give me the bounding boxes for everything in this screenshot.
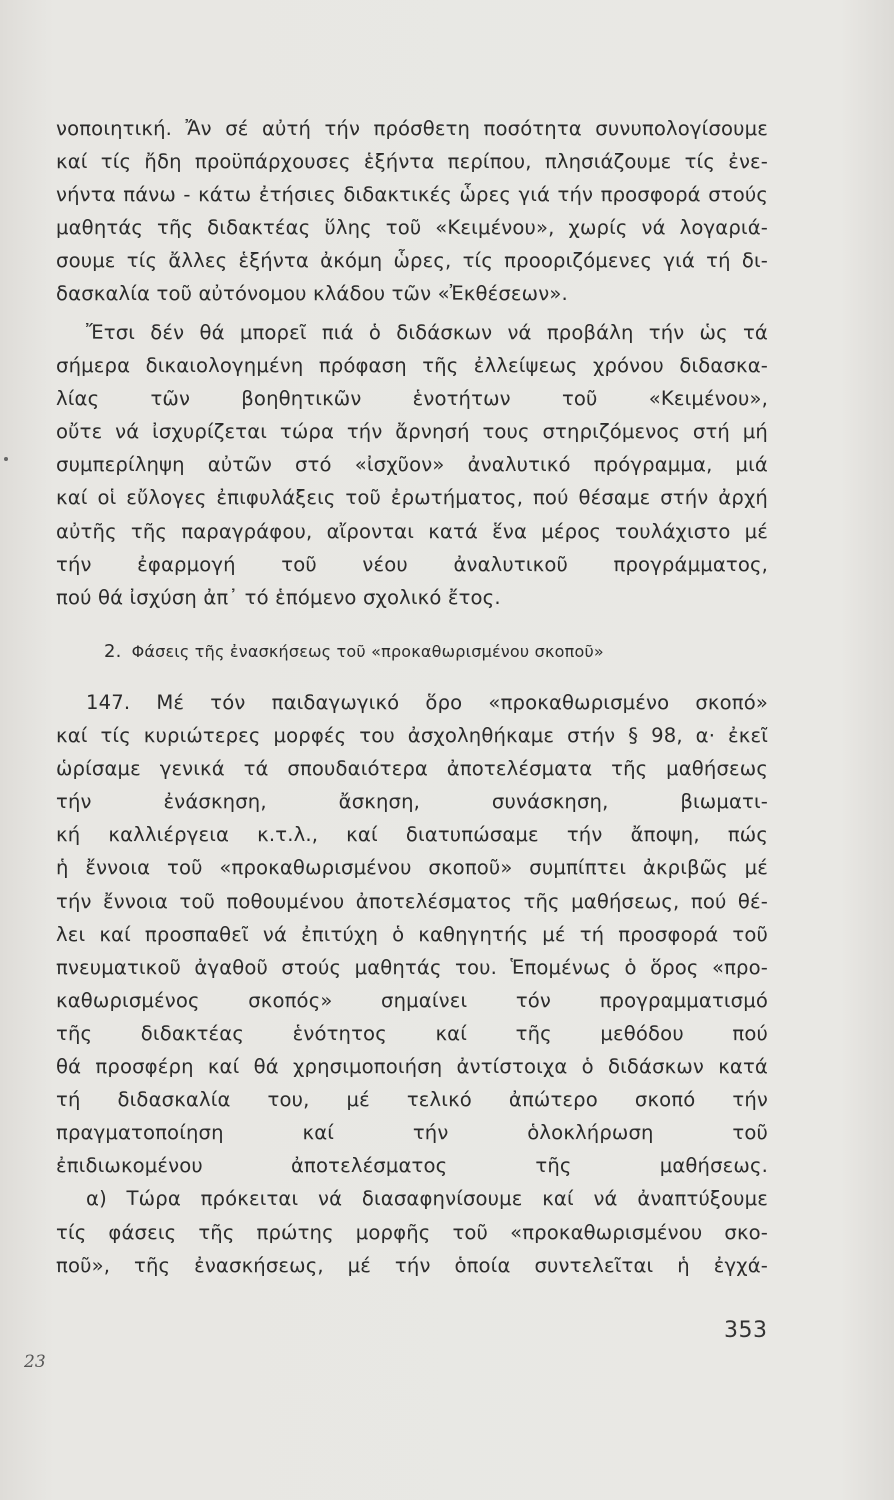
text-line: τήν ἔννοια τοῦ ποθουμένου ἀποτελέσματος τῆς μαθήσεως, πού θέ- bbox=[56, 889, 768, 913]
text-line: νοποιητική. Ἄν σέ αὐτή τήν πρόσθετη ποσότητα συνυπολογίσουμε bbox=[56, 117, 768, 140]
text-line: σήμερα δικαιολογημένη πρόφαση τῆς ἐλλείψεως χρόνου διδασκα- bbox=[56, 354, 768, 378]
text-line: κή καλλιέργεια κ.τ.λ., καί διατυπώσαμε τήν ἄποψη, πώς bbox=[56, 823, 768, 847]
text-line: Ἔτσι δέν θά μπορεῖ πιά ὁ διδάσκων νά προβάλη τήν ὡς τά bbox=[86, 321, 768, 344]
page-number: 353 bbox=[724, 1318, 768, 1343]
text-line: πραγματοποίηση καί τήν ὁλοκλήρωση τοῦ bbox=[56, 1121, 768, 1145]
section-heading bbox=[104, 640, 744, 664]
text-line: τήν ἐφαρμογή τοῦ νέου ἀναλυτικοῦ προγράμματος, bbox=[56, 552, 768, 576]
text-line: καί τίς κυριώτερες μορφές του ἀσχοληθήκαμε στήν § 98, α· ἐκεῖ bbox=[56, 724, 768, 748]
text-line: ἐπιδιωκομένου ἀποτελέσματος τῆς μαθήσεως. bbox=[56, 1154, 768, 1178]
text-line: αὐτῆς τῆς παραγράφου, αἴρονται κατά ἕνα μέρος τουλάχιστο μέ bbox=[56, 519, 768, 543]
paragraph-3 bbox=[56, 686, 768, 1282]
paragraph-1 bbox=[56, 112, 768, 311]
text-line: 147. Μέ τόν παιδαγωγικό ὅρο «προκαθωρισμένο σκοπό» bbox=[86, 691, 768, 714]
text-line: α) Τώρα πρόκειται νά διασαφηνίσουμε καί νά ἀναπτύξουμε bbox=[86, 1187, 768, 1211]
text-line: ποῦ», τῆς ἐνασκήσεως, μέ τήν ὁποία συντελεῖται ἡ ἐγχά- bbox=[56, 1253, 768, 1277]
text-line: καθωρισμένος σκοπός» σημαίνει τόν προγραμματισμό bbox=[56, 988, 768, 1012]
text-line: τίς φάσεις τῆς πρώτης μορφῆς τοῦ «προκαθωρισμένου σκο- bbox=[56, 1220, 768, 1244]
text-line: ὡρίσαμε γενικά τά σπουδαιότερα ἀποτελέσματα τῆς μαθήσεως bbox=[56, 757, 768, 781]
text-line: καί οἱ εὔλογες ἐπιφυλάξεις τοῦ ἐρωτήματος, πού θέσαμε στήν ἀρχή bbox=[56, 486, 768, 510]
section-number: 2. bbox=[104, 641, 122, 662]
text-line: μαθητάς τῆς διδακτέας ὕλης τοῦ «Κειμένου», χωρίς νά λογαριά- bbox=[56, 216, 768, 240]
section-title: Φάσεις τῆς ἐνασκήσεως τοῦ «προκαθωρισμένου σκοποῦ» bbox=[131, 642, 604, 661]
text-line: συμπερίληψη αὐτῶν στό «ἰσχῦον» ἀναλυτικό πρόγραμμα, μιά bbox=[56, 453, 768, 477]
paragraph-2 bbox=[56, 316, 768, 614]
text-line: τῆς διδακτέας ἑνότητος καί τῆς μεθόδου πού bbox=[56, 1021, 768, 1045]
text-line: οὔτε νά ἰσχυρίζεται τώρα τήν ἄρνησή τους στηριζόμενος στή μή bbox=[56, 420, 768, 444]
text-line: πού θά ἰσχύση ἀπ᾽ τό ἑπόμενο σχολικό ἔτος. bbox=[56, 585, 501, 609]
text-line: καί τίς ἤδη προϋπάρχουσες ἑξήντα περίπου, πλησιάζουμε τίς ἐνε- bbox=[56, 150, 768, 174]
signature-mark: 23 bbox=[24, 1352, 46, 1372]
text-line: ἡ ἔννοια τοῦ «προκαθωρισμένου σκοποῦ» συμπίπτει ἀκριβῶς μέ bbox=[56, 856, 768, 880]
text-line: δασκαλία τοῦ αὐτόνομου κλάδου τῶν «Ἐκθέσεων». bbox=[56, 282, 568, 306]
text-line: λει καί προσπαθεῖ νά ἐπιτύχη ὁ καθηγητής μέ τή προσφορά τοῦ bbox=[56, 922, 768, 946]
margin-mark bbox=[4, 457, 8, 461]
text-line: νήντα πάνω - κάτω ἐτήσιες διδακτικές ὧρες γιά τήν προσφορά στούς bbox=[56, 183, 768, 207]
text-line: λίας τῶν βοηθητικῶν ἑνοτήτων τοῦ «Κειμένου», bbox=[56, 387, 768, 411]
text-line: θά προσφέρη καί θά χρησιμοποιήση ἀντίστοιχα ὁ διδάσκων κατά bbox=[56, 1055, 768, 1079]
text-line: πνευματικοῦ ἀγαθοῦ στούς μαθητάς του. Ἑπομένως ὁ ὅρος «προ- bbox=[56, 955, 768, 979]
text-line: τή διδασκαλία του, μέ τελικό ἀπώτερο σκοπό τήν bbox=[56, 1088, 768, 1112]
text-line: τήν ἐνάσκηση, ἄσκηση, συνάσκηση, βιωματι- bbox=[56, 790, 768, 814]
text-line: σουμε τίς ἄλλες ἑξήντα ἀκόμη ὧρες, τίς προοριζόμενες γιά τή δι- bbox=[56, 249, 768, 273]
